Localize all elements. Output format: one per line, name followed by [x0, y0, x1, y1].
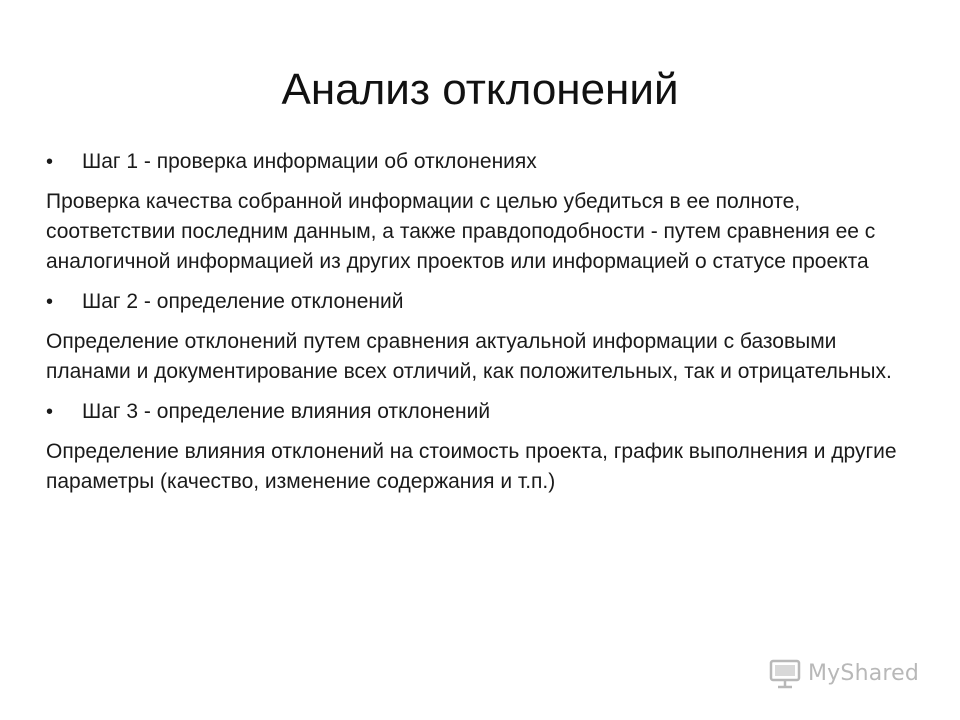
- paragraph: Определение влияния отклонений на стоимость проекта, график выполнения и другие параметры (качество, изменение содержания и т.п.): [46, 440, 897, 493]
- bullet-icon: •: [46, 401, 54, 423]
- slide-content: [46, 147, 926, 507]
- bullet-text: Шаг 3 - определение влияния отклонений: [82, 400, 491, 423]
- bullet-icon: •: [46, 151, 54, 173]
- bullet-icon: •: [46, 291, 54, 313]
- presentation-board-icon: [768, 656, 802, 690]
- bullet-text: Шаг 2 - определение отклонений: [82, 290, 404, 313]
- watermark: [768, 655, 919, 691]
- watermark-text: MyShared: [808, 660, 920, 686]
- bullet-item: [46, 397, 926, 427]
- paragraph: Проверка качества собранной информации с целью убедиться в ее полноте, соответствии последним данным, а также правдоподобности - путем сравнения ее с аналогичной информацией из других проектов или информацией о статусе проекта: [46, 190, 876, 273]
- bullet-item: [46, 147, 926, 177]
- paragraph: Определение отклонений путем сравнения актуальной информации с базовыми планами и документирование всех отличий, как положительных, так и отрицательных.: [46, 330, 892, 383]
- bullet-item: [46, 287, 926, 317]
- slide-title: Анализ отклонений: [281, 65, 679, 114]
- bullet-text: Шаг 1 - проверка информации об отклонениях: [82, 150, 537, 173]
